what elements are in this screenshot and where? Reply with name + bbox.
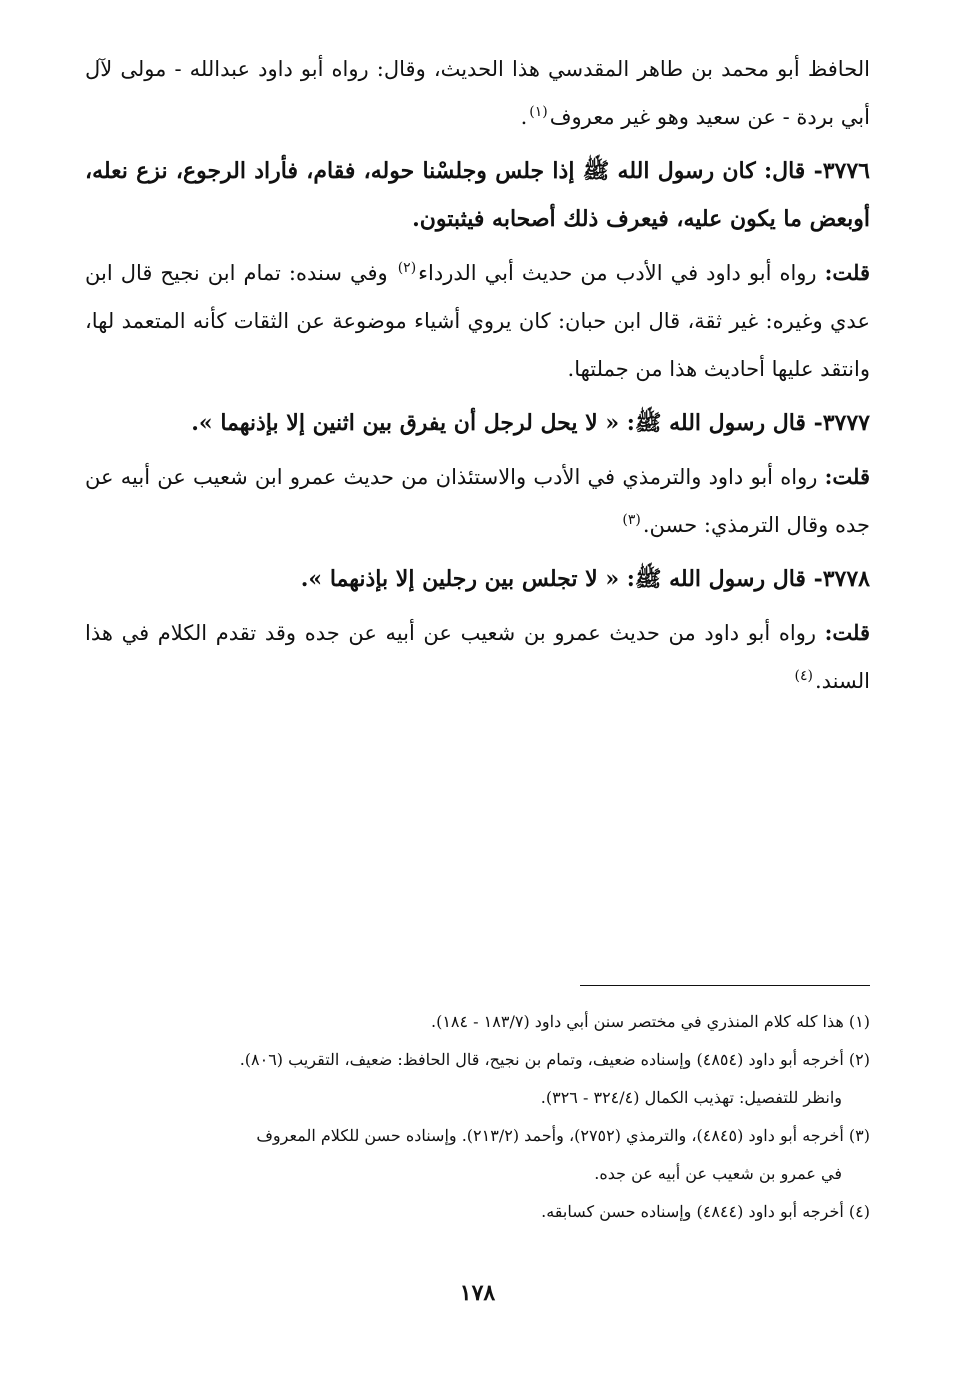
- footnote-marker-3[interactable]: (٣): [622, 512, 641, 528]
- footnote-2-continuation: وانظر للتفصيل: تهذيب الكمال (٣٢٤/٤ - ٣٢٦).: [540, 1088, 842, 1107]
- intro-text: الحافظ أبو محمد بن طاهر المقدسي هذا الحديث، وقال: رواه أبو داود عبدالله - مولى لآل أبي بردة - عن سعيد وهو غير معروف: [85, 57, 870, 129]
- commentary-text: رواه أبو داود والترمذي في الأدب والاستئذان من حديث عمرو ابن شعيب عن أبيه عن جده وقال الترمذي: حسن.: [85, 465, 870, 537]
- footnotes: [85, 1005, 870, 1233]
- hadith-3776: ٣٧٧٦- قال: كان رسول الله ﷺ إذا جلس وجلسْنا حوله، فقام، فأراد الرجوع، نزع نعله، أوبعض ما يكون عليه، فيعرف ذلك أصحابه فيثبتون.: [85, 158, 870, 232]
- footnote-3: (٣) أخرجه أبو داود (٤٨٤٥)، والترمذي (٢٧٥٢)، وأحمد (٢١٣/٢). وإسناده حسن للكلام المعروف: [256, 1126, 870, 1145]
- footnote-4: (٤) أخرجه أبو داود (٤٨٤٤) وإسناده حسن كسابقه.: [541, 1202, 870, 1221]
- commentary-text: رواه أبو داود في الأدب من حديث أبي الدرداء: [418, 261, 817, 285]
- hadith-3777: ٣٧٧٧- قال رسول الله ﷺ: « لا يحل لرجل أن يفرق بين اثنين إلا بإذنهما ».: [191, 410, 870, 436]
- footnote-3-continuation: في عمرو بن شعيب عن أبيه عن جده.: [594, 1164, 842, 1183]
- hadith-3778: ٣٧٧٨- قال رسول الله ﷺ: « لا تجلس بين رجلين إلا بإذنهما ».: [300, 566, 870, 592]
- commentary-lead: قلت:: [824, 620, 870, 645]
- footnote-marker-1[interactable]: (١): [529, 104, 548, 120]
- commentary-lead: قلت:: [824, 464, 870, 489]
- commentary-text: رواه أبو داود من حديث عمرو بن شعيب عن أبيه عن جده وقد تقدم الكلام في هذا السند.: [85, 621, 870, 693]
- footnote-2: (٢) أخرجه أبو داود (٤٨٥٤) وإسناده ضعيف، وتمام بن نجيح، قال الحافظ: ضعيف، التقريب (٨٠٦).: [239, 1050, 870, 1069]
- intro-end: .: [520, 105, 528, 129]
- footnote-1: (١) هذا كله كلام المنذري في مختصر سنن أبي داود (١٨٣/٧ - ١٨٤).: [430, 1012, 870, 1031]
- page-content: [85, 45, 870, 1355]
- footnote-divider: [580, 985, 870, 986]
- commentary-3777: [85, 453, 870, 549]
- commentary-lead: قلت:: [824, 260, 870, 285]
- footnote-marker-2[interactable]: (٢): [397, 260, 417, 276]
- commentary-3778: [85, 609, 870, 705]
- commentary-text: وفي سنده: تمام ابن نجيح قال ابن عدي وغيره: غير ثقة، قال ابن حبان: كان يروي أشياء موضوعة عن الثقات كأنه المتعمد لها، وانتقد عليها أحاديث هذا من جملتها.: [85, 261, 870, 381]
- commentary-3776: [85, 249, 870, 393]
- footnote-marker-4[interactable]: (٤): [794, 668, 813, 684]
- page-number: ١٧٨: [459, 1280, 496, 1306]
- paragraph-intro: [85, 45, 870, 141]
